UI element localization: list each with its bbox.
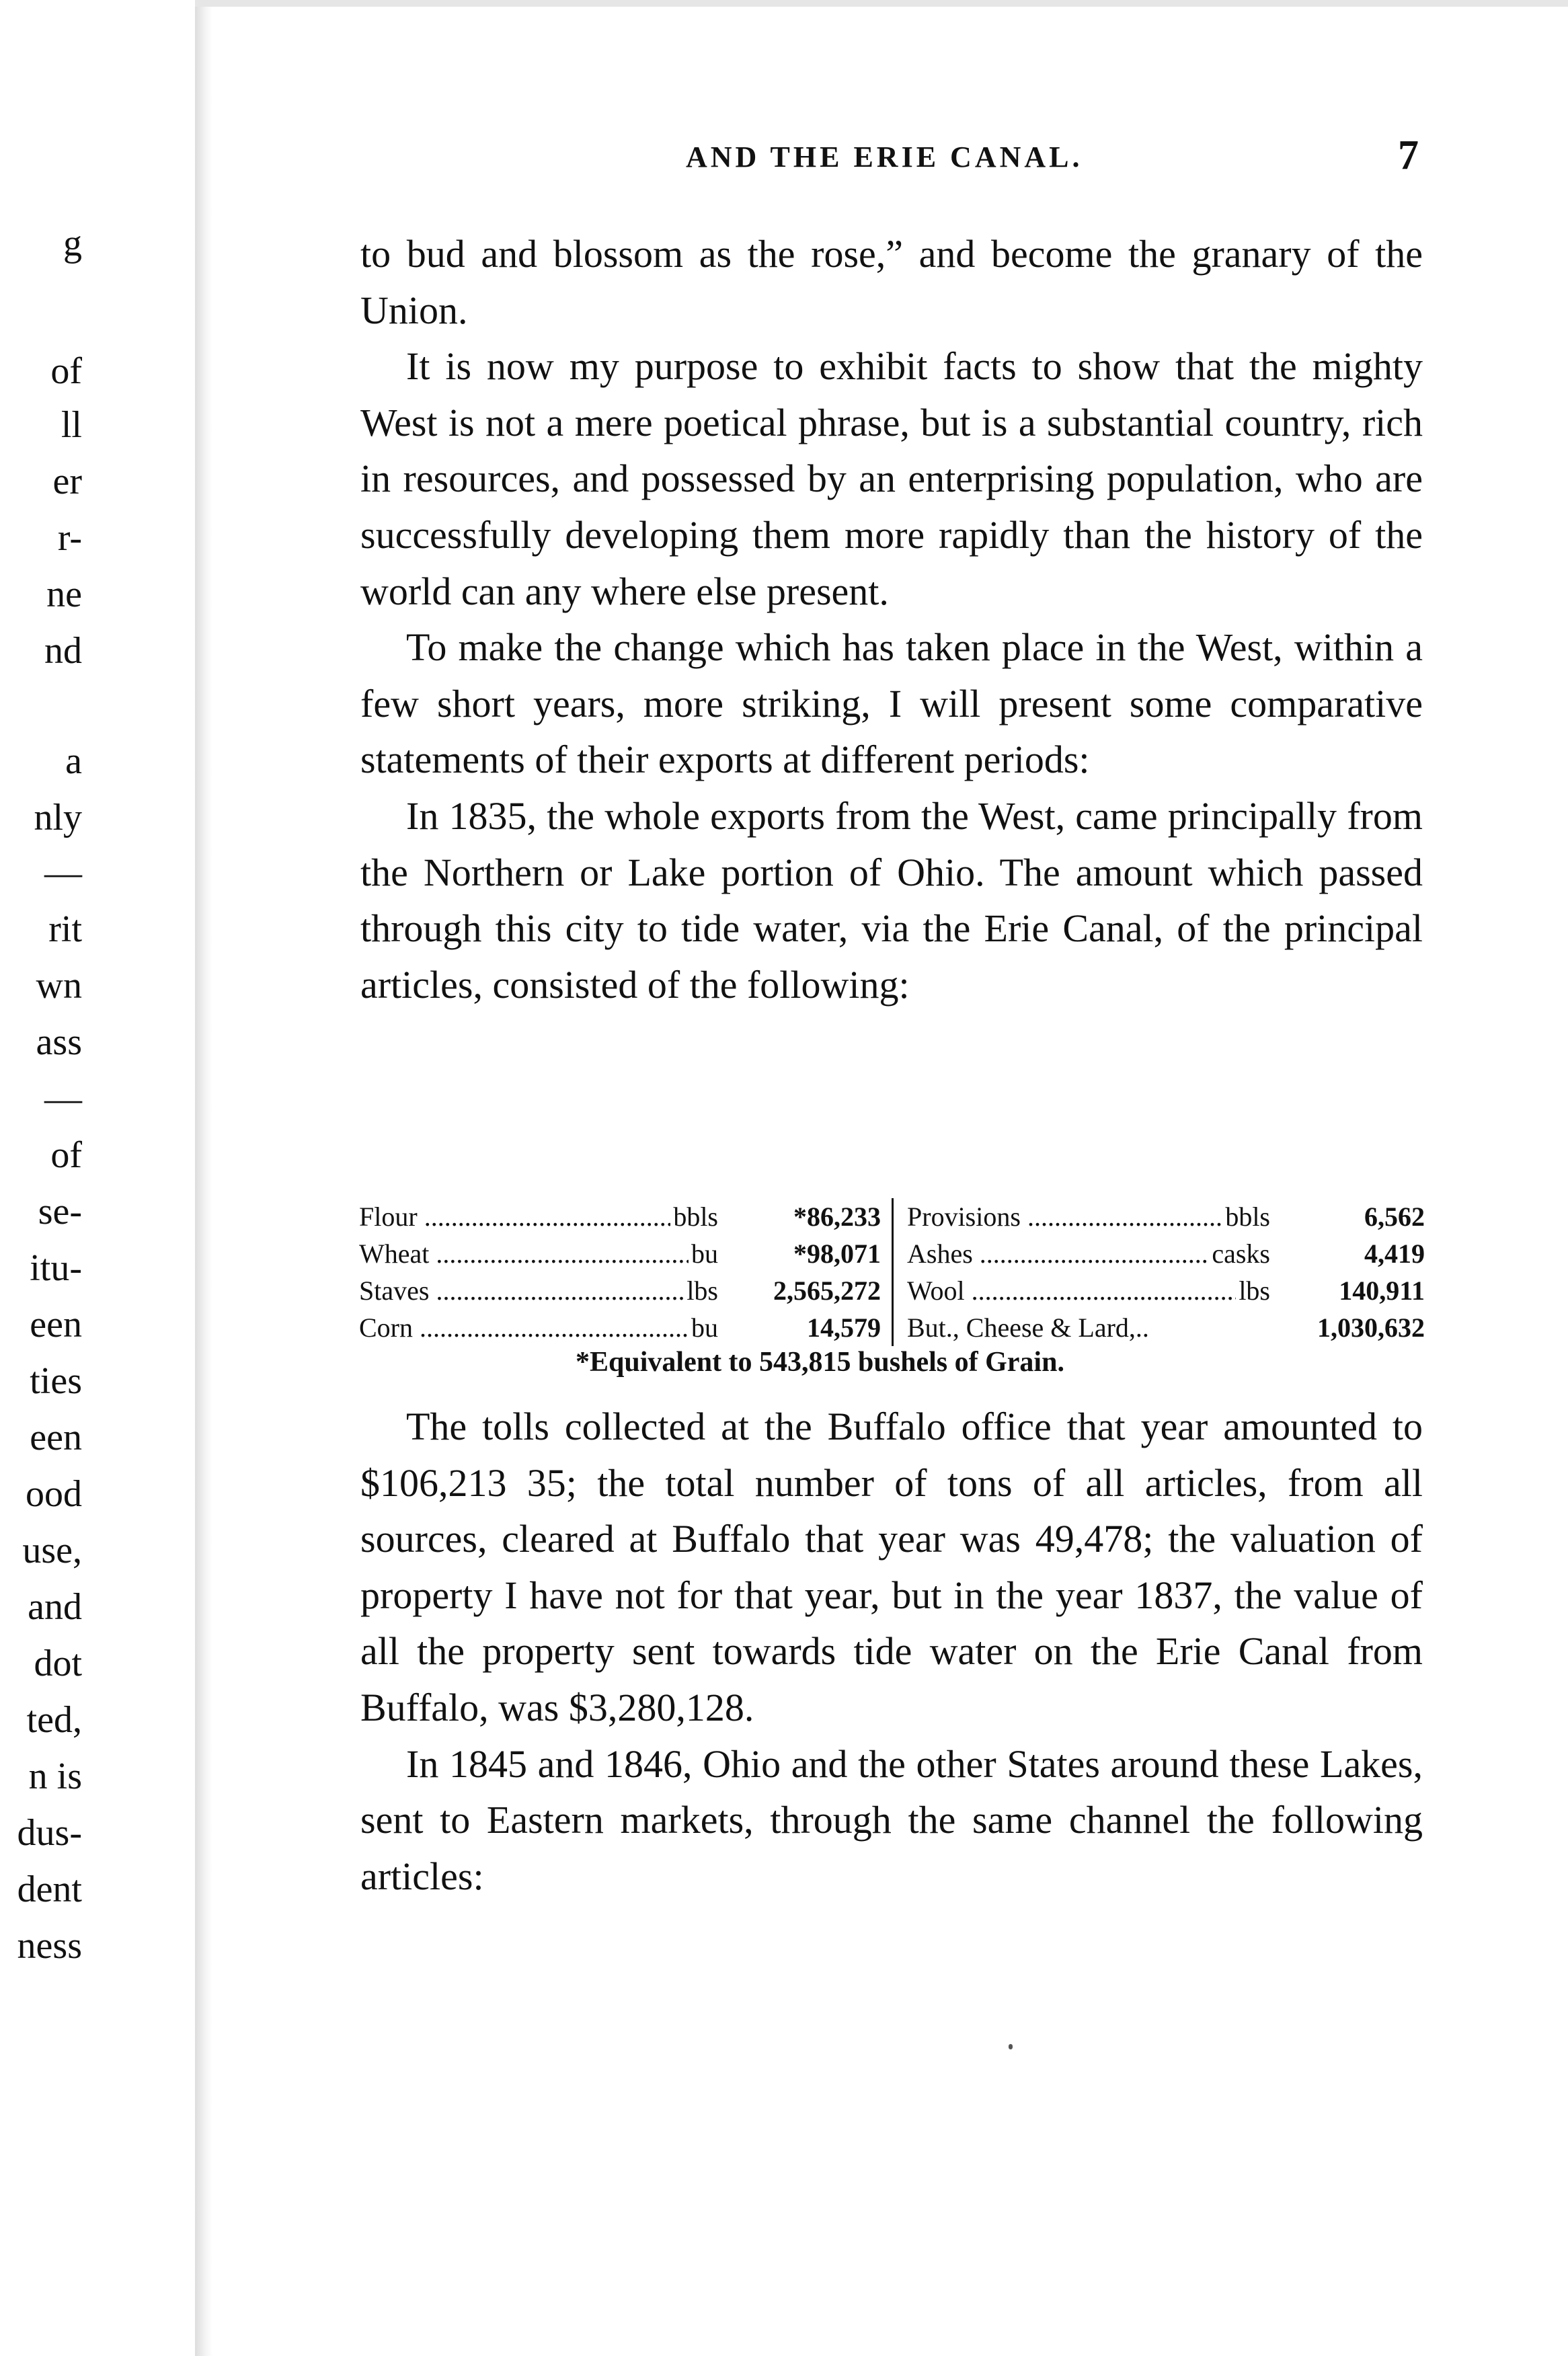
table-row (359, 1235, 1425, 1272)
margin-fragment: een (30, 1304, 82, 1345)
margin-fragment: ted, (26, 1699, 82, 1741)
page-top-edge (195, 0, 1568, 7)
table-label: Provisions ..... (907, 1198, 1222, 1235)
margin-fragment: of (50, 1134, 82, 1176)
paragraph: To make the change which has taken place in the West, within a few short years, more striking, I will present some comparative statements of their exports at different periods: (360, 625, 1423, 782)
margin-fragment: een (30, 1417, 82, 1458)
margin-fragment: itu- (30, 1247, 82, 1289)
margin-fragment: ne (46, 574, 82, 615)
table-unit: lbs (1236, 1272, 1277, 1309)
margin-fragment: n is (28, 1756, 82, 1797)
body-text-lower (360, 1399, 1423, 1904)
table-label: Corn ..... (359, 1309, 689, 1346)
margin-fragment: dot (34, 1643, 82, 1684)
margin-fragment: ties (30, 1360, 82, 1402)
exports-table (359, 1198, 1425, 1346)
table-value: 6,562 (1364, 1202, 1425, 1232)
ink-speck (1009, 2044, 1013, 2049)
table-unit: lbs (684, 1272, 725, 1309)
table-value: *86,233 (793, 1202, 881, 1232)
table-label: Wool ..... (907, 1272, 1236, 1309)
margin-fragment: — (44, 1078, 82, 1120)
table-row (359, 1198, 1425, 1235)
table-row (359, 1272, 1425, 1309)
margin-fragment: ood (26, 1473, 82, 1515)
margin-fragment: use, (22, 1530, 82, 1571)
table-value: 14,579 (807, 1312, 881, 1343)
table-unit: bu (689, 1235, 725, 1272)
table-label: Flour ..... (359, 1198, 670, 1235)
margin-fragment: and (28, 1586, 82, 1628)
table-unit: casks (1209, 1235, 1277, 1272)
margin-fragment: ass (36, 1021, 82, 1063)
margin-fragment: rit (48, 908, 82, 950)
table-row (359, 1309, 1425, 1346)
margin-fragment: r- (57, 517, 82, 559)
margin-fragment: g (63, 223, 82, 264)
table-value: 4,419 (1364, 1239, 1425, 1269)
table-value: *98,071 (793, 1239, 881, 1269)
margin-fragment: se- (38, 1191, 82, 1232)
page-binding-edge (195, 0, 212, 2356)
margin-fragment: a (65, 740, 82, 782)
margin-fragment: dus- (17, 1812, 82, 1854)
margin-fragment: dent (17, 1869, 82, 1910)
margin-fragment: — (44, 852, 82, 894)
table-value: 2,565,272 (773, 1275, 881, 1306)
table-unit: bbls (1222, 1198, 1277, 1235)
margin-fragment: nd (44, 630, 82, 672)
margin-fragment: ll (61, 404, 82, 446)
table-value: 1,030,632 (1317, 1312, 1425, 1343)
table-unit: bbls (670, 1198, 725, 1235)
table-label: Wheat ..... (359, 1235, 689, 1272)
paragraph: In 1845 and 1846, Ohio and the other States around these Lakes, sent to Eastern markets, through the same channel the following articles: (360, 1741, 1423, 1898)
table-label: But., Cheese & Lard,.. (907, 1312, 1149, 1343)
margin-fragment: ness (17, 1925, 82, 1967)
paragraph: It is now my purpose to exhibit facts to show that the mighty West is not a mere poetical phrase, but is a substantial country, rich in resources, and possessed by an enterprising population, who are successfully developing them more rapidly than the history of the world can any where else present. (360, 344, 1423, 613)
table-label: Staves ..... (359, 1272, 684, 1309)
body-text-upper (360, 226, 1423, 1013)
running-header: AND THE ERIE CANAL. (686, 141, 1083, 173)
table-unit: bu (689, 1309, 725, 1346)
paragraph: In 1835, the whole exports from the West, came principally from the Northern or Lake portion of Ohio. The amount which passed through this city to tide water, via the Erie Canal, of the principal articles, consisted of the following: (360, 793, 1423, 1007)
margin-fragment: er (52, 461, 82, 502)
margin-fragment: nly (34, 797, 82, 838)
margin-fragment: of (50, 350, 82, 392)
table-label: Ashes ..... (907, 1235, 1209, 1272)
margin-fragment: wn (36, 965, 82, 1007)
paragraph: The tolls collected at the Buffalo office that year amounted to $106,213 35; the total number of tons of all articles, from all sources, cleared at Buffalo that year was 49,478; the valuation of property I have not for that year, but in the year 1837, the value of all the property sent towards tide water on the Erie Canal from Buffalo, was $3,280,128. (360, 1405, 1423, 1729)
table-footnote: *Equivalent to 543,815 bushels of Grain. (576, 1347, 1064, 1378)
paragraph-continuation: to bud and blossom as the rose,” and become the granary of the Union. (360, 232, 1423, 332)
page-number: 7 (1398, 132, 1419, 178)
table-value: 140,911 (1339, 1275, 1425, 1306)
